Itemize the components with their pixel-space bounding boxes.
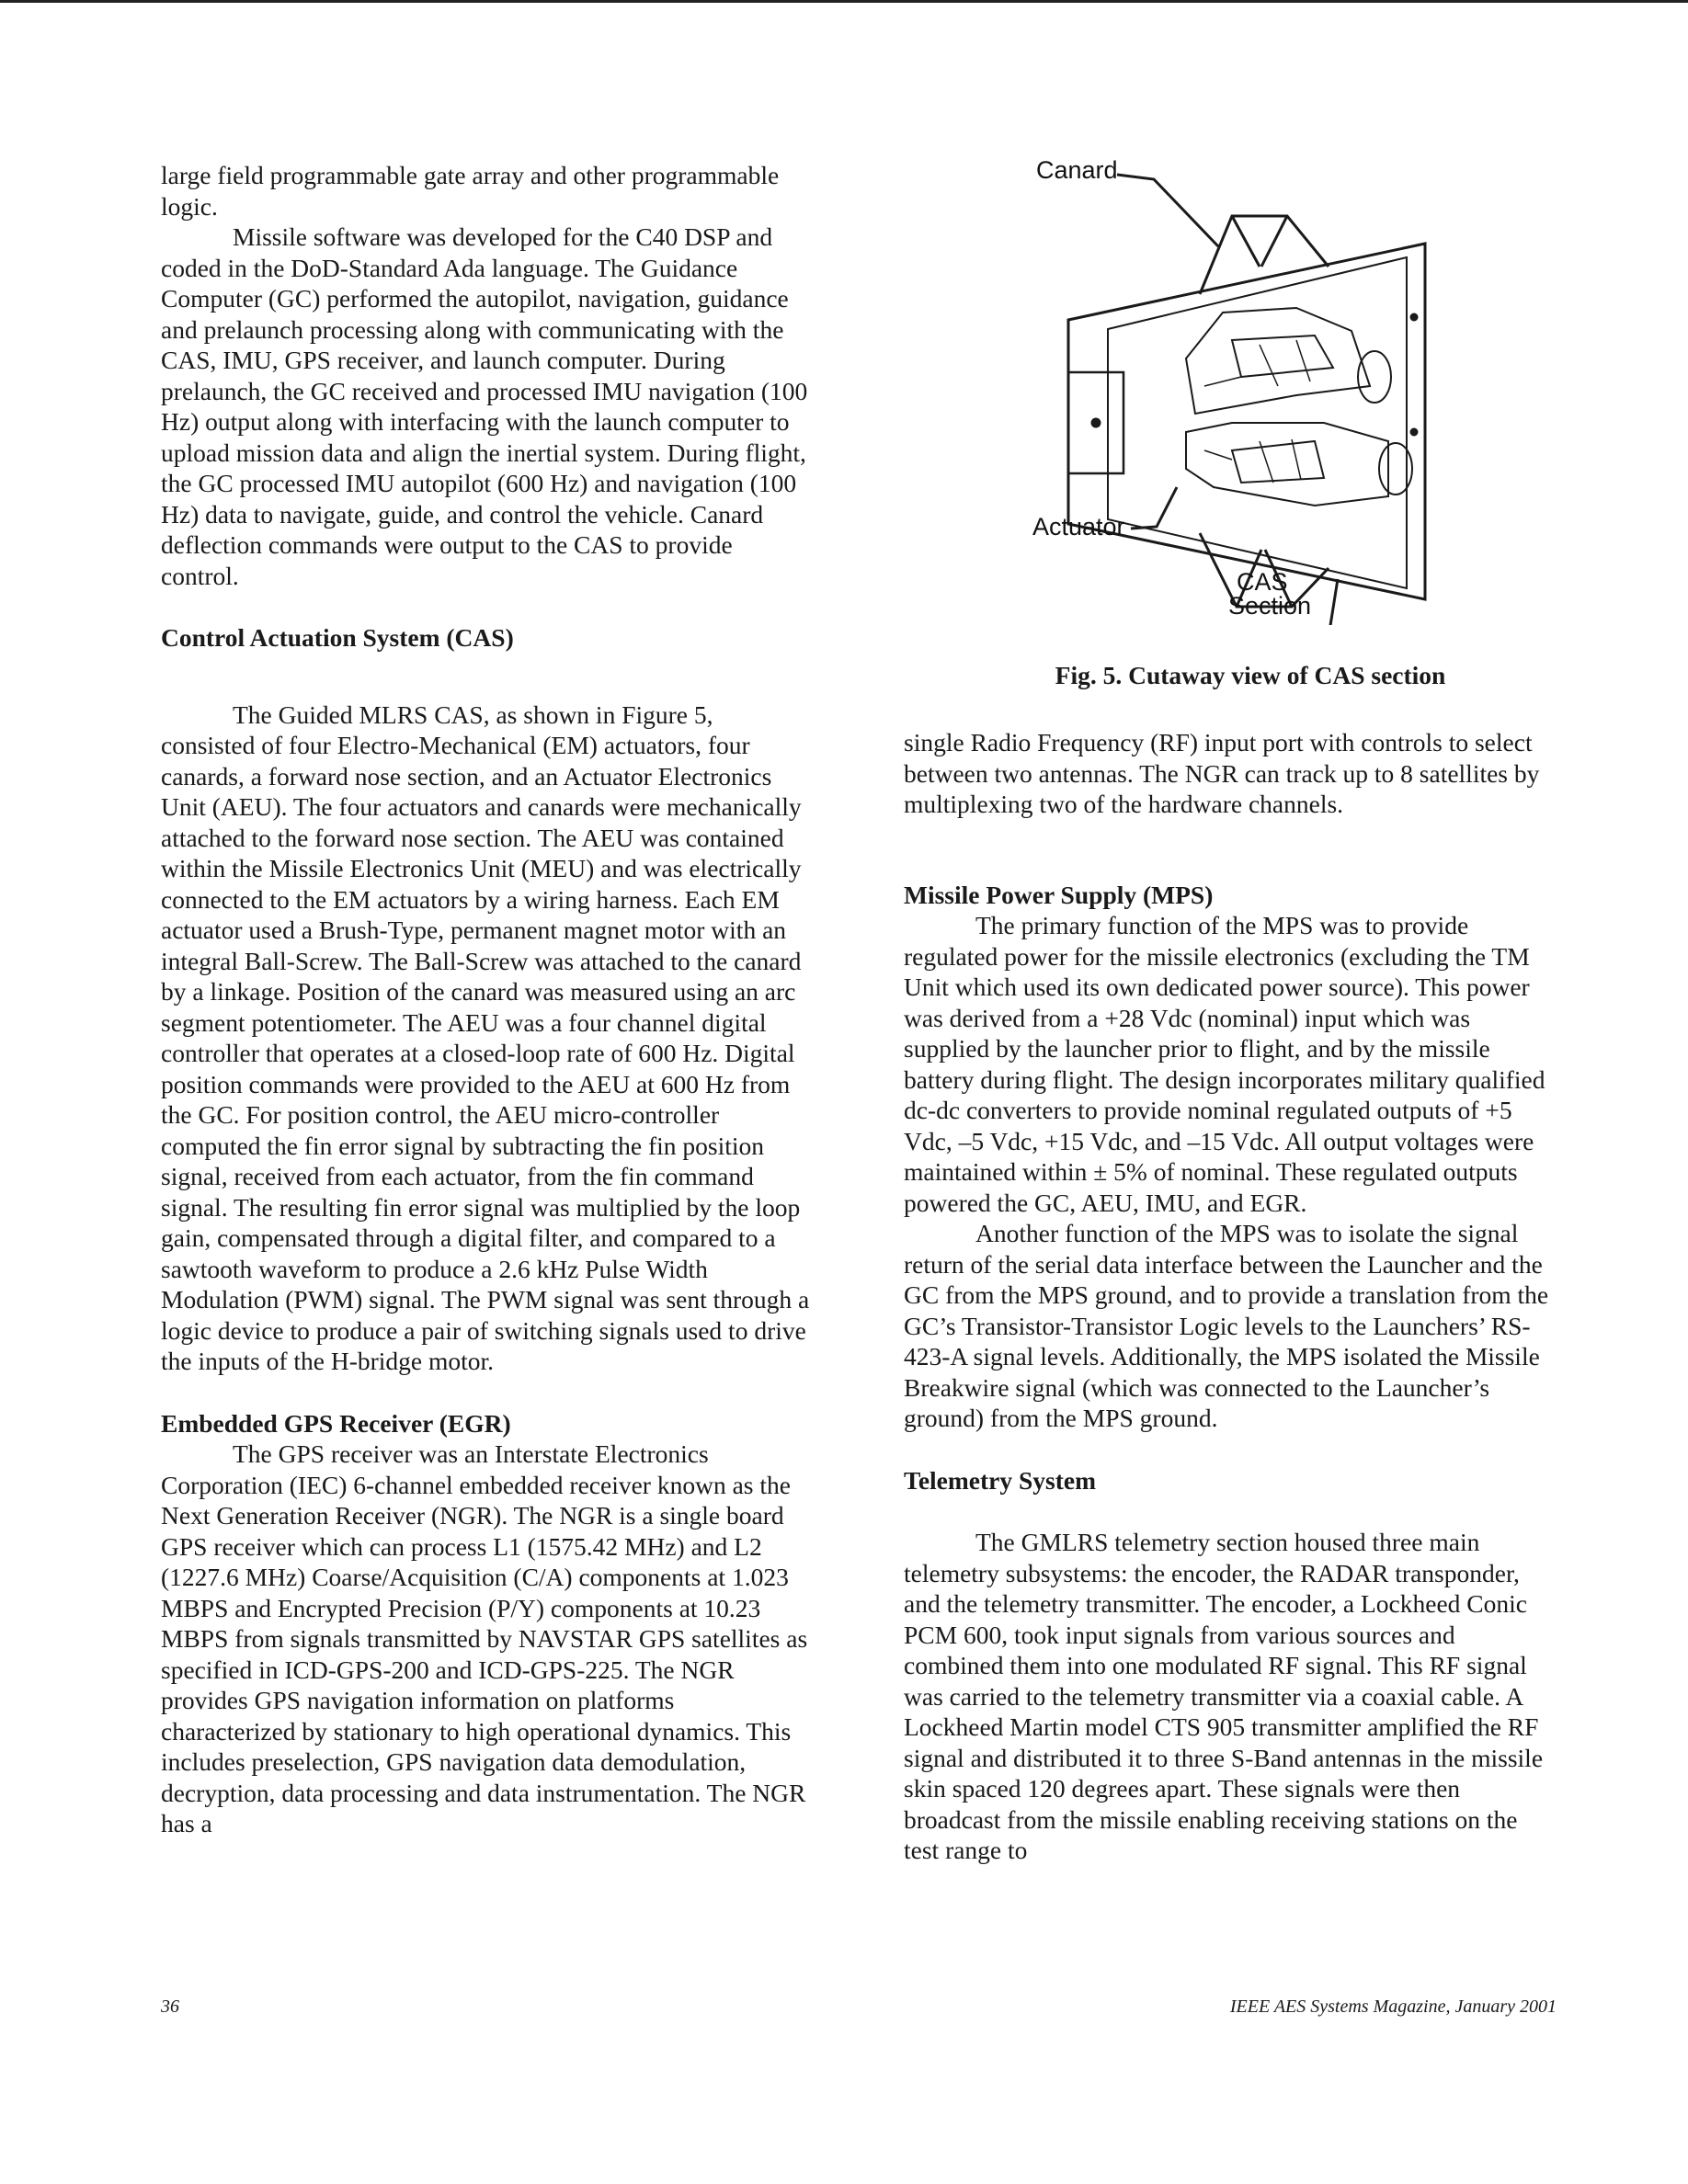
heading-telemetry: Telemetry System	[904, 1465, 1096, 1495]
paragraph-cas: The Guided MLRS CAS, as shown in Figure 5, consisted of four Electro-Mechanical (EM) actuators, four canards, a forward nose section, and an Actuator Electronics Unit (AEU). The four actuators and canards were mechanically attached to the forward nose section. The AEU was contained within the Missile Electronics Unit (MEU) and was electrically connected to the EM actuators by a wiring harness. Each EM actuator used a Brush-Type, permanent magnet motor with an integral Ball-Screw. The Ball-Screw was attached to the canard by a linkage. Position of the canard was measured using an arc segment potentiometer. The AEU was a four channel digital controller that operates at a closed-loop rate of 600 Hz. Digital position commands were provided to the AEU at 600 Hz from the GC. For position control, the AEU micro-controller computed the fin error signal by subtracting the fin position signal, received from each actuator, from the fin command signal. The resulting fin error signal was multiplied by the loop gain, compensated through a digital filter, and compared to a sawtooth waveform to produce a 2.6 kHz Pulse Width Modulation (PWM) signal. The PWM signal was sent through a logic device to produce a pair of switching signals used to drive the inputs of the H-bridge motor.	[161, 700, 810, 1375]
figure-caption: Fig. 5. Cutaway view of CAS section	[1055, 661, 1446, 689]
heading-mps: Missile Power Supply (MPS)	[904, 880, 1214, 909]
figure-cas-cutaway	[1021, 147, 1591, 625]
label-cas: CAS	[1237, 568, 1288, 596]
label-canard: Canard	[1036, 156, 1118, 184]
paragraph-software: Missile software was developed for the C40 DSP and coded in the DoD-Standard Ada language. The Guidance Computer (GC) performed the autopilot, navigation, guidance and prelaunch processing along with communicating with the CAS, IMU, GPS receiver, and launch computer. During prelaunch, the GC received and processed IMU navigation (100 Hz) output along with interfacing with the launch computer to upload mission data and align the inertial system. During flight, the GC processed IMU autopilot (600 Hz) and navigation (100 Hz) data to navigate, guide, and control the vehicle. Canard deflection commands were output to the CAS to provide control.	[161, 222, 808, 590]
journal-footer: IEEE AES Systems Magazine, January 2001	[1229, 1996, 1557, 2017]
paragraph-telemetry: The GMLRS telemetry section housed three main telemetry subsystems: the encoder, the RADAR transponder, and the telemetry transmitter. The encoder, a Lockheed Conic PCM 600, took input signals from various sources and combined them into one modulated RF signal. This RF signal was carried to the telemetry transmitter via a coaxial cable. A Lockheed Martin model CTS 905 transmitter amplified the RF signal and distributed it to three S-Band antennas in the missile skin spaced 120 degrees apart. These signals were then broadcast from the missile enabling receiving stations on the test range to	[904, 1528, 1544, 1864]
paragraph-mps-2: Another function of the MPS was to isolate the signal return of the serial data interface between the Launcher and the GC from the MPS ground, and to provide a translation from the GC’s Transistor-Transistor Logic levels to the Launchers’ RS-423-A signal levels. Additionally, the MPS isolated the Missile Breakwire signal (which was connected to the Launcher’s ground) from the MPS ground.	[904, 1219, 1549, 1432]
heading-cas: Control Actuation System (CAS)	[161, 623, 514, 652]
left-column	[161, 160, 812, 1839]
label-actuator: Actuator	[1032, 513, 1125, 540]
right-column	[904, 727, 1558, 1866]
top-rule	[0, 0, 1688, 3]
page-number: 36	[161, 1996, 179, 2017]
cas-cutaway-drawing	[1021, 147, 1591, 625]
paragraph-egr: The GPS receiver was an Interstate Electronics Corporation (IEC) 6-channel embedded receiver known as the Next Generation Receiver (NGR). The NGR is a single board GPS receiver which can process L1 (1575.42 MHz) and L2 (1227.6 MHz) Coarse/Acquisition (C/A) components at 1.023 MBPS and Encrypted Precision (P/Y) components at 10.23 MBPS from signals transmitted by NAVSTAR GPS satellites as specified in ICD-GPS-200 and ICD-GPS-225. The NGR provides GPS navigation information on platforms characterized by stationary to high operational dynamics. This includes preselection, GPS navigation data demodulation, decryption, data processing and data instrumentation. The NGR has a	[161, 1439, 808, 1837]
paragraph-mps-1: The primary function of the MPS was to provide regulated power for the missile electronics (excluding the TM Unit which used its own dedicated power source). This power was derived from a +28 Vdc (nominal) input which was supplied by the launcher prior to flight, and by the missile battery during flight. The design incorporates military qualified dc-dc converters to provide nominal regulated outputs of +5 Vdc, –5 Vdc, +15 Vdc, and –15 Vdc. All output voltages were maintained within ± 5% of nominal. These regulated outputs powered the GC, AEU, IMU, and EGR.	[904, 911, 1545, 1217]
paragraph-ngr-continued: single Radio Frequency (RF) input port with controls to select between two antennas. The NGR can track up to 8 satellites by multiplexing two of the hardware channels.	[904, 728, 1540, 818]
heading-egr: Embedded GPS Receiver (EGR)	[161, 1408, 511, 1438]
label-section: Section	[1228, 592, 1312, 620]
paragraph-fpga: large field programmable gate array and other programmable logic.	[161, 161, 780, 221]
